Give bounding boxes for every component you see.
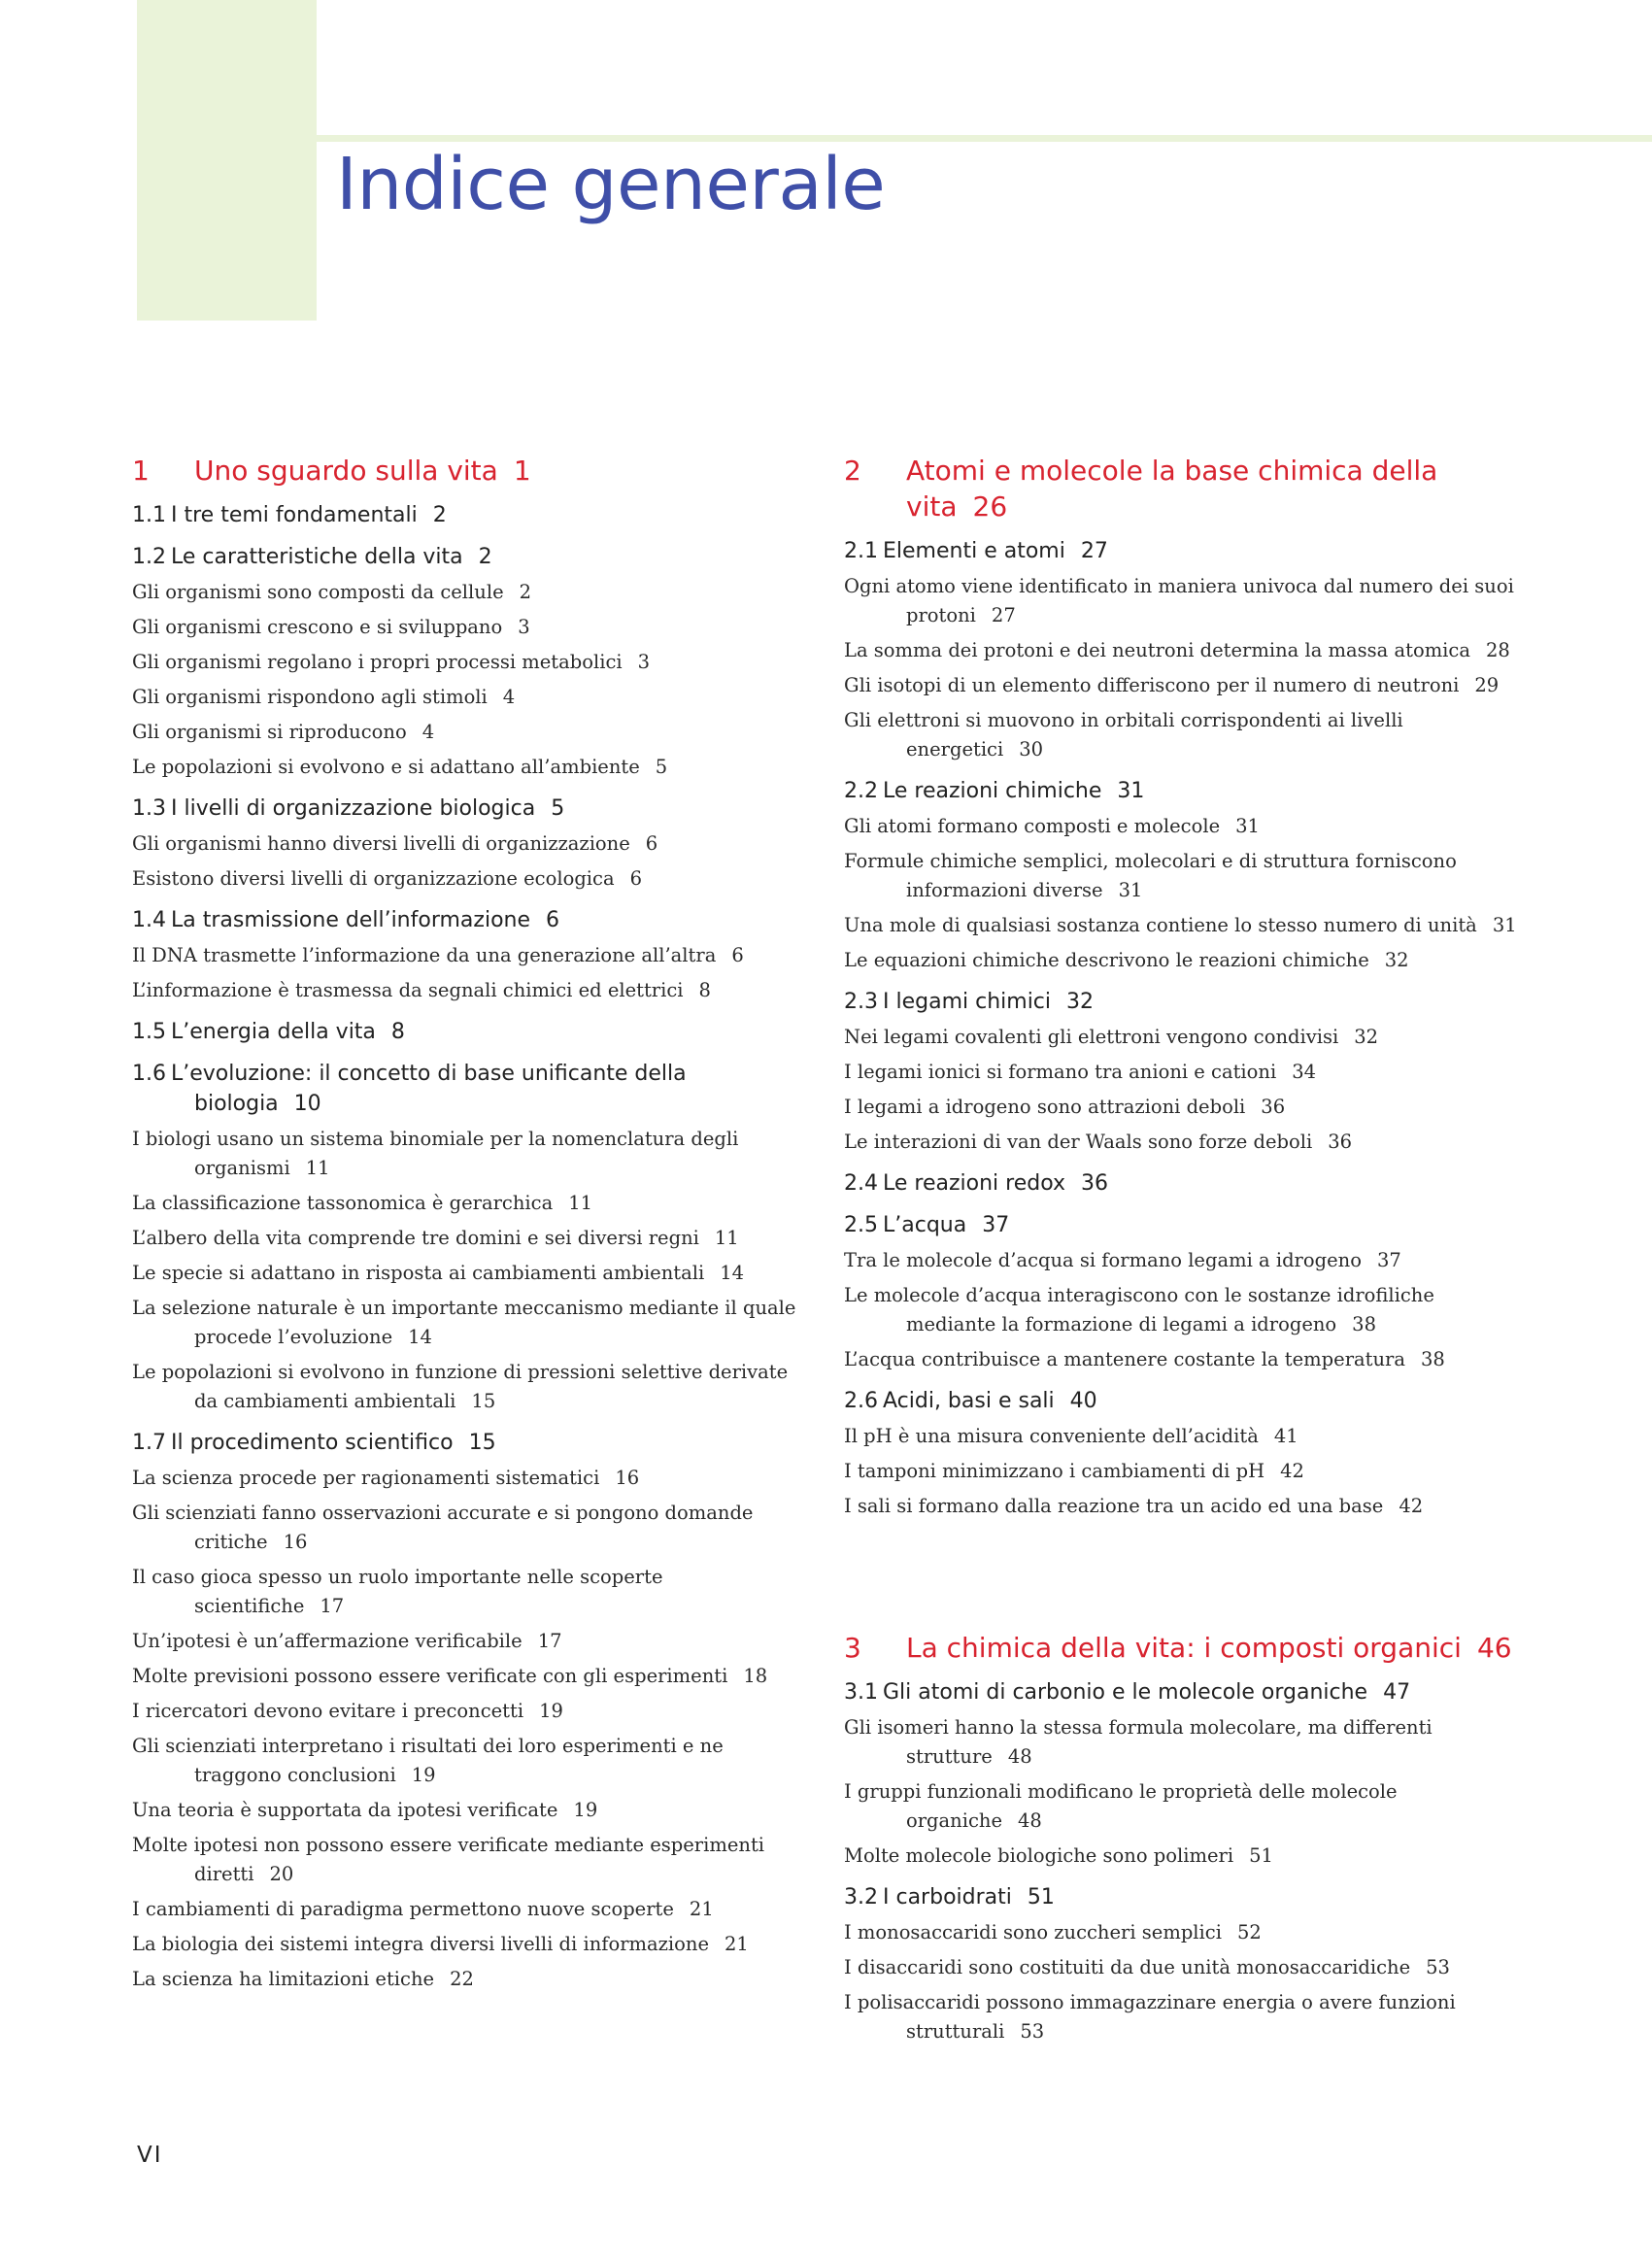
entry-page: 16	[615, 1467, 640, 1489]
section-number: 2.6	[844, 1389, 878, 1413]
section-page: 27	[1080, 539, 1108, 563]
toc-entry	[844, 706, 1524, 764]
toc-entry	[844, 1246, 1524, 1275]
toc-entry	[132, 1627, 812, 1656]
entry-text: Le popolazioni si evolvono e si adattano all’ambiente	[132, 756, 640, 778]
entry-page: 30	[1019, 738, 1044, 760]
toc-entry	[844, 1777, 1524, 1836]
entry-page: 17	[537, 1630, 562, 1652]
chapter-title: La chimica della vita: i composti organici	[906, 1632, 1462, 1664]
toc-entry	[844, 1953, 1524, 1982]
entry-page: 11	[568, 1192, 593, 1214]
toc-entry	[844, 636, 1524, 665]
entry-page: 36	[1328, 1131, 1353, 1153]
entry-text: Il pH è una misura conveniente dell’acidità	[844, 1425, 1259, 1447]
entry-text: Molte previsioni possono essere verificate con gli esperimenti	[132, 1665, 728, 1687]
entry-page: 14	[720, 1262, 745, 1284]
section-title: L’acqua	[883, 1213, 967, 1237]
entry-text: Gli organismi rispondono agli stimoli	[132, 686, 488, 708]
toc-entry	[132, 1294, 812, 1352]
entry-page: 36	[1261, 1096, 1286, 1118]
section-heading	[132, 500, 812, 530]
entry-text: I legami ionici si formano tra anioni e cationi	[844, 1061, 1277, 1083]
toc-entry	[132, 648, 812, 677]
section-page: 47	[1383, 1680, 1411, 1705]
section-number: 1.5	[132, 1020, 166, 1044]
section-title: L’evoluzione: il concetto di base unificante della biologia	[171, 1062, 687, 1116]
entry-page: 37	[1376, 1249, 1401, 1271]
chapter-number: 2	[844, 455, 861, 487]
toc-column-left	[132, 453, 812, 2000]
section-page: 2	[432, 503, 447, 527]
entry-page: 34	[1292, 1061, 1317, 1083]
section-page: 51	[1027, 1885, 1055, 1909]
section-page: 15	[468, 1431, 496, 1455]
entry-page: 11	[714, 1227, 739, 1249]
section-number: 1.2	[132, 545, 166, 569]
entry-page: 15	[471, 1390, 496, 1412]
toc-entry	[844, 847, 1524, 905]
entry-page: 42	[1399, 1495, 1424, 1517]
toc-entry	[132, 718, 812, 747]
entry-page: 18	[743, 1665, 768, 1687]
toc-entry	[844, 1988, 1524, 2046]
entry-text: Nei legami covalenti gli elettroni vengono condivisi	[844, 1026, 1339, 1048]
toc-entry	[132, 1464, 812, 1493]
entry-page: 11	[305, 1157, 330, 1179]
chapter-title-wrap	[194, 453, 812, 489]
entry-page: 17	[320, 1595, 345, 1617]
entry-text: La scienza ha limitazioni etiche	[132, 1968, 435, 1990]
header-accent-block	[137, 0, 317, 321]
entry-page: 48	[1018, 1809, 1042, 1832]
entry-page: 31	[1492, 914, 1517, 936]
toc-entry	[844, 1281, 1524, 1339]
entry-text: I legami a idrogeno sono attrazioni deboli	[844, 1096, 1246, 1118]
entry-text: La somma dei protoni e dei neutroni determina la massa atomica	[844, 639, 1470, 661]
section-number: 2.3	[844, 990, 878, 1014]
entry-text: I ricercatori devono evitare i preconcetti	[132, 1700, 524, 1722]
section-heading	[844, 1677, 1524, 1707]
entry-text: Le molecole d’acqua interagiscono con le sostanze idrofiliche mediante la formazione di legami a idrogeno	[844, 1284, 1434, 1335]
entry-text: Gli scienziati interpretano i risultati dei loro esperimenti e ne traggono conclusioni	[132, 1735, 724, 1786]
entry-page: 53	[1020, 2020, 1045, 2043]
toc-entry	[844, 1492, 1524, 1521]
section-page: 2	[478, 545, 492, 569]
section-heading	[132, 1017, 812, 1047]
entry-text: Formule chimiche semplici, molecolari e di struttura forniscono informazioni diverse	[844, 850, 1457, 901]
section-number: 2.4	[844, 1171, 878, 1196]
entry-page: 6	[645, 832, 658, 855]
section-number: 3.1	[844, 1680, 878, 1705]
entry-page: 3	[518, 616, 530, 638]
toc-entry	[132, 1358, 812, 1416]
entry-text: L’acqua contribuisce a mantenere costante la temperatura	[844, 1348, 1405, 1370]
toc-entry	[132, 1895, 812, 1924]
section-number: 3.2	[844, 1885, 878, 1909]
entry-text: Gli organismi sono composti da cellule	[132, 581, 504, 603]
toc-entry	[132, 1224, 812, 1253]
entry-text: Gli elettroni si muovono in orbitali corrispondenti ai livelli energetici	[844, 709, 1403, 760]
entry-text: Un’ipotesi è un’affermazione verificabile	[132, 1630, 523, 1652]
chapter-page: 46	[1476, 1632, 1512, 1664]
entry-page: 38	[1352, 1313, 1376, 1335]
section-title: Gli atomi di carbonio e le molecole organiche	[883, 1680, 1368, 1705]
entry-text: I tamponi minimizzano i cambiamenti di pH	[844, 1460, 1265, 1482]
section-number: 1.3	[132, 796, 166, 821]
section-page: 10	[293, 1092, 321, 1116]
entry-text: I biologi usano un sistema binomiale per la nomenclatura degli organismi	[132, 1128, 739, 1179]
header-rule	[317, 135, 1652, 142]
section-title: L’energia della vita	[171, 1020, 376, 1044]
entry-page: 20	[269, 1863, 294, 1885]
entry-page: 52	[1236, 1921, 1262, 1943]
entry-page: 19	[573, 1799, 598, 1821]
chapter-page: 1	[513, 455, 531, 487]
entry-page: 6	[629, 867, 643, 890]
toc-entry	[132, 1563, 812, 1621]
toc-entry	[132, 1965, 812, 1994]
section-heading	[844, 987, 1524, 1017]
section-number: 1.6	[132, 1062, 166, 1086]
section-page: 32	[1066, 990, 1095, 1014]
section-title: La trasmissione dell’informazione	[171, 908, 531, 932]
entry-text: I sali si formano dalla reazione tra un acido ed una base	[844, 1495, 1384, 1517]
section-page: 6	[546, 908, 560, 932]
section-number: 2.1	[844, 539, 878, 563]
entry-page: 21	[725, 1933, 749, 1955]
entry-page: 29	[1474, 674, 1500, 696]
toc-column-right	[844, 453, 1524, 2052]
section-heading	[844, 1210, 1524, 1240]
entry-text: Ogni atomo viene identificato in maniera univoca dal numero dei suoi protoni	[844, 575, 1514, 626]
entry-text: Le interazioni di van der Waals sono forze deboli	[844, 1131, 1313, 1153]
section-heading	[844, 1168, 1524, 1199]
entry-page: 4	[421, 721, 435, 743]
section-number: 2.5	[844, 1213, 878, 1237]
entry-text: La selezione naturale è un importante meccanismo mediante il quale procede l’evoluzione	[132, 1297, 796, 1348]
section-title: Le reazioni redox	[883, 1171, 1066, 1196]
chapter-page: 26	[972, 490, 1008, 523]
entry-page: 22	[450, 1968, 474, 1990]
chapter-title-wrap	[906, 453, 1524, 524]
section-page: 37	[982, 1213, 1010, 1237]
entry-text: Il DNA trasmette l’informazione da una generazione all’altra	[132, 944, 717, 966]
entry-page: 28	[1485, 639, 1510, 661]
toc-entry	[132, 1796, 812, 1825]
section-page: 40	[1069, 1389, 1097, 1413]
entry-page: 32	[1384, 949, 1409, 971]
entry-text: Gli isomeri hanno la stessa formula molecolare, ma differenti strutture	[844, 1716, 1433, 1768]
entry-text: La biologia dei sistemi integra diversi livelli di informazione	[132, 1933, 709, 1955]
section-heading	[132, 1428, 812, 1458]
chapter-heading	[844, 1630, 1524, 1666]
chapter-number: 3	[844, 1632, 861, 1664]
toc-entry	[132, 864, 812, 894]
chapter-title: Atomi e molecole la base chimica della vita	[906, 455, 1438, 523]
section-heading	[132, 1059, 812, 1119]
entry-page: 3	[637, 651, 651, 673]
toc-entry	[844, 572, 1524, 630]
toc-entry	[132, 1125, 812, 1183]
toc-entry	[132, 1697, 812, 1726]
entry-page: 21	[689, 1898, 714, 1920]
section-title: Acidi, basi e sali	[883, 1389, 1055, 1413]
entry-page: 6	[731, 944, 744, 966]
toc-entry	[844, 812, 1524, 841]
entry-text: Gli isotopi di un elemento differiscono per il numero di neutroni	[844, 674, 1460, 696]
entry-text: L’informazione è trasmessa da segnali chimici ed elettrici	[132, 979, 684, 1001]
section-page: 36	[1081, 1171, 1109, 1196]
entry-text: Gli organismi hanno diversi livelli di organizzazione	[132, 832, 630, 855]
entry-page: 16	[283, 1531, 308, 1553]
section-number: 1.4	[132, 908, 166, 932]
chapter-heading	[844, 453, 1524, 524]
section-title: I livelli di organizzazione biologica	[171, 796, 536, 821]
entry-text: Le equazioni chimiche descrivono le reazioni chimiche	[844, 949, 1369, 971]
toc-entry	[844, 1713, 1524, 1772]
toc-entry	[844, 1918, 1524, 1947]
toc-entry	[844, 1345, 1524, 1374]
entry-text: La scienza procede per ragionamenti sistematici	[132, 1467, 600, 1489]
toc-entry	[844, 1093, 1524, 1122]
toc-entry	[844, 911, 1524, 940]
toc-entry	[844, 1422, 1524, 1451]
entry-page: 31	[1118, 879, 1143, 901]
entry-text: Il caso gioca spesso un ruolo importante nelle scoperte scientifiche	[132, 1566, 663, 1617]
entry-page: 27	[991, 604, 1016, 626]
section-heading	[844, 776, 1524, 806]
section-title: I legami chimici	[883, 990, 1052, 1014]
entry-page: 4	[502, 686, 516, 708]
section-page: 5	[551, 796, 565, 821]
section-title: Elementi e atomi	[883, 539, 1065, 563]
entry-page: 32	[1354, 1026, 1379, 1048]
section-heading	[132, 794, 812, 824]
entry-text: Gli atomi formano composti e molecole	[844, 815, 1221, 837]
entry-page: 2	[519, 581, 532, 603]
entry-page: 8	[698, 979, 711, 1001]
section-title: I tre temi fondamentali	[171, 503, 418, 527]
toc-entry	[132, 976, 812, 1005]
entry-page: 53	[1426, 1956, 1450, 1978]
toc-entry	[132, 1930, 812, 1959]
entry-text: Molte molecole biologiche sono polimeri	[844, 1844, 1234, 1867]
entry-text: I disaccaridi sono costituiti da due unità monosaccaridiche	[844, 1956, 1411, 1978]
toc-entry	[132, 1499, 812, 1557]
entry-text: Una teoria è supportata da ipotesi verificate	[132, 1799, 558, 1821]
toc-entry	[132, 1189, 812, 1218]
entry-page: 42	[1280, 1460, 1304, 1482]
entry-text: Gli organismi si riproducono	[132, 721, 407, 743]
entry-text: Gli organismi regolano i propri processi metabolici	[132, 651, 623, 673]
entry-text: I cambiamenti di paradigma permettono nuove scoperte	[132, 1898, 674, 1920]
section-number: 1.1	[132, 503, 166, 527]
entry-page: 41	[1273, 1425, 1298, 1447]
entry-text: Le popolazioni si evolvono in funzione di pressioni selettive derivate da cambiamenti ambientali	[132, 1361, 789, 1412]
section-title: Il procedimento scientifico	[171, 1431, 454, 1455]
toc-entry	[132, 753, 812, 782]
entry-text: La classificazione tassonomica è gerarchica	[132, 1192, 554, 1214]
entry-text: Molte ipotesi non possono essere verificate mediante esperimenti diretti	[132, 1834, 765, 1885]
section-page: 31	[1117, 779, 1145, 803]
entry-text: L’albero della vita comprende tre domini e sei diversi regni	[132, 1227, 699, 1249]
section-heading	[844, 1882, 1524, 1912]
page-title: Indice generale	[336, 143, 886, 226]
section-heading	[844, 536, 1524, 566]
entry-page: 31	[1235, 815, 1260, 837]
section-page: 8	[390, 1020, 405, 1044]
section-number: 2.2	[844, 779, 878, 803]
toc-entry	[844, 1457, 1524, 1486]
entry-text: Le specie si adattano in risposta ai cambiamenti ambientali	[132, 1262, 705, 1284]
toc-entry	[844, 1128, 1524, 1157]
entry-text: Gli organismi crescono e si sviluppano	[132, 616, 503, 638]
toc-entry	[132, 683, 812, 712]
entry-text: Esistono diversi livelli di organizzazione ecologica	[132, 867, 615, 890]
entry-text: I polisaccaridi possono immagazzinare energia o avere funzioni strutturali	[844, 1991, 1456, 2043]
toc-entry	[844, 1842, 1524, 1871]
toc-entry	[132, 1732, 812, 1790]
entry-text: I monosaccaridi sono zuccheri semplici	[844, 1921, 1222, 1943]
entry-page: 5	[655, 756, 668, 778]
toc-entry	[844, 671, 1524, 700]
toc-entry	[132, 941, 812, 970]
entry-page: 19	[411, 1764, 436, 1786]
section-heading	[132, 542, 812, 572]
toc-entry	[132, 829, 812, 859]
toc-entry	[844, 1058, 1524, 1087]
entry-page: 48	[1007, 1745, 1032, 1768]
chapter-heading	[132, 453, 812, 489]
section-title: I carboidrati	[883, 1885, 1012, 1909]
toc-entry	[132, 1831, 812, 1889]
chapter-title-wrap	[906, 1630, 1524, 1666]
entry-page: 38	[1420, 1348, 1445, 1370]
toc-entry	[844, 1023, 1524, 1052]
toc-entry	[132, 1259, 812, 1288]
chapter-title: Uno sguardo sulla vita	[194, 455, 498, 487]
entry-text: Gli scienziati fanno osservazioni accurate e si pongono domande critiche	[132, 1502, 754, 1553]
section-title: Le reazioni chimiche	[883, 779, 1102, 803]
entry-text: Una mole di qualsiasi sostanza contiene lo stesso numero di unità	[844, 914, 1477, 936]
section-title: Le caratteristiche della vita	[171, 545, 463, 569]
entry-page: 19	[539, 1700, 563, 1722]
toc-entry	[132, 578, 812, 607]
entry-page: 51	[1249, 1844, 1273, 1867]
toc-entry	[844, 946, 1524, 975]
entry-page: 14	[408, 1326, 432, 1348]
entry-text: I gruppi funzionali modificano le proprietà delle molecole organiche	[844, 1780, 1398, 1832]
page-number: VI	[137, 2143, 163, 2168]
chapter-number: 1	[132, 455, 150, 487]
toc-entry	[132, 1662, 812, 1691]
section-number: 1.7	[132, 1431, 166, 1455]
toc-entry	[132, 613, 812, 642]
section-heading	[132, 905, 812, 935]
section-heading	[844, 1386, 1524, 1416]
entry-text: Tra le molecole d’acqua si formano legami a idrogeno	[844, 1249, 1362, 1271]
